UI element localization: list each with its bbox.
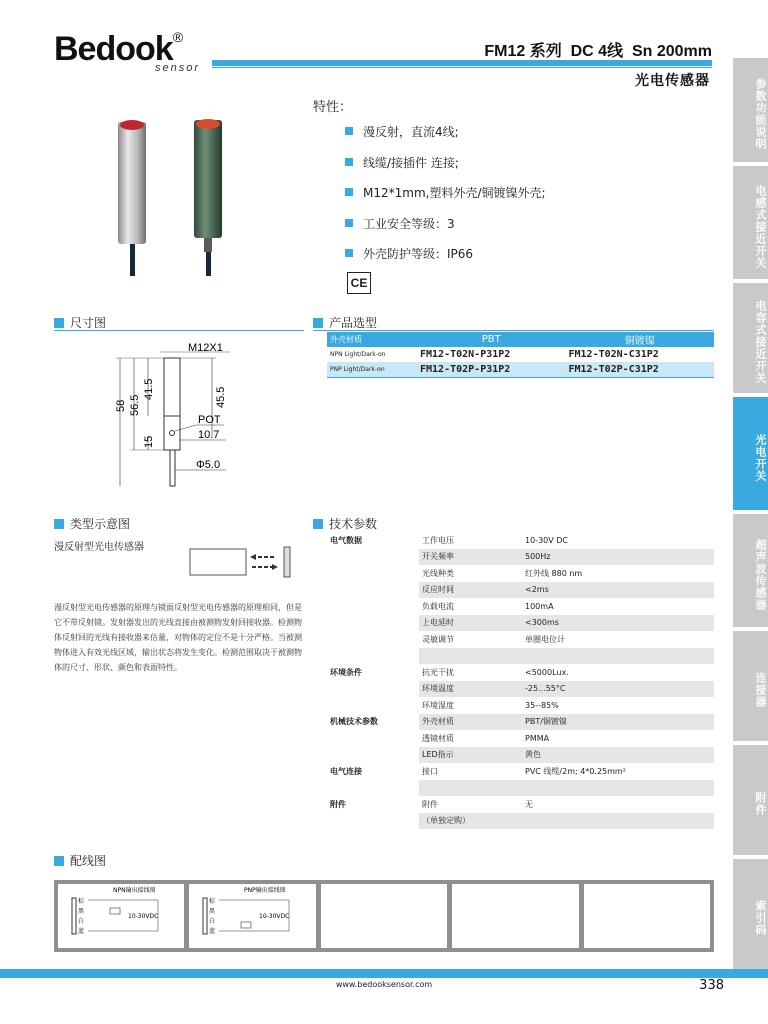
registered-mark: ® <box>172 28 183 45</box>
section-marker-icon <box>313 519 323 529</box>
spec-category: 电气连接 <box>327 763 419 780</box>
spec-key: 开关频率 <box>419 549 522 566</box>
spec-value <box>522 813 714 830</box>
section-tech-params <box>313 515 714 531</box>
side-tab-capacitive[interactable] <box>733 283 768 393</box>
spec-category <box>327 565 419 582</box>
model-code: FM12-T02N-C31P2 <box>568 349 659 360</box>
table-row <box>327 681 714 698</box>
output-type: NPN Light/Dark-on <box>330 351 386 358</box>
section-marker-icon <box>313 318 323 328</box>
model-code: FM12-T02N-P31P2 <box>420 349 511 360</box>
features-title: 特性： <box>313 100 353 115</box>
side-tab-index[interactable] <box>733 859 768 969</box>
bullet-square-icon <box>345 249 353 257</box>
dim-thread: M12X1 <box>188 342 223 354</box>
spec-category <box>327 615 419 632</box>
spec-category: 环境条件 <box>327 664 419 681</box>
table-row <box>327 714 714 731</box>
dim-thread-length: 41.5 <box>143 378 155 400</box>
table-row <box>327 763 714 780</box>
table-row <box>327 730 714 747</box>
brand-subtitle: sensor <box>155 62 201 74</box>
wire-label: 黑 <box>78 908 85 915</box>
spec-key: 灵敏调节 <box>422 634 454 644</box>
table-row <box>327 532 714 549</box>
output-type: PNP Light/Dark-on <box>327 362 417 377</box>
selection-table <box>327 332 714 378</box>
spec-category <box>327 747 419 764</box>
feature-item <box>345 154 546 185</box>
wire-label: 黑 <box>209 908 216 915</box>
header-divider-thin <box>212 67 712 68</box>
spec-value: <300ms <box>522 615 714 632</box>
side-tab-label: 电容式接近开关 <box>754 300 767 384</box>
product-photo <box>110 112 240 277</box>
feature-item <box>345 245 546 276</box>
side-tab-inductive[interactable] <box>733 166 768 279</box>
spec-key: 接口 <box>422 766 438 776</box>
spec-category <box>327 730 419 747</box>
spec-key: 抗光干扰 <box>422 667 454 677</box>
side-tab-connector[interactable] <box>733 631 768 741</box>
spec-key: 反应时间 <box>419 582 522 599</box>
spec-table <box>327 532 714 829</box>
spec-category <box>327 813 419 830</box>
dim-pot: 10.7 <box>198 429 220 441</box>
feature-text: M12*1mm,塑料外壳/铜镀镍外壳; <box>363 186 546 200</box>
spec-value: 单圈电位计 <box>525 634 565 644</box>
page-title: FM12 系列 DC 4线 Sn 200mm <box>484 43 712 60</box>
spec-key: 负载电流 <box>422 601 454 611</box>
type-subtitle: 漫反射型光电传感器 <box>54 542 144 553</box>
page-subtitle: 光电传感器 <box>635 73 710 89</box>
wire-label: 蓝 <box>78 928 85 935</box>
section-marker-icon <box>54 856 64 866</box>
table-row <box>327 347 714 362</box>
spec-value: 100mA <box>525 601 554 611</box>
section-selection <box>313 314 714 330</box>
table-row <box>327 549 714 566</box>
spec-key <box>419 780 522 797</box>
wire-label: 白 <box>78 918 85 925</box>
feature-text: 漫反射，直流4线; <box>363 125 459 139</box>
spec-key: 环境温度 <box>419 681 522 698</box>
spec-value: 35--85% <box>525 700 559 710</box>
features-list <box>345 123 546 276</box>
side-tab-accessories[interactable] <box>733 745 768 855</box>
side-tab-label: 电感式接近开关 <box>754 184 767 269</box>
voltage-label: 10-30VDC <box>259 913 290 920</box>
wiring-title: NPN输出接线图 <box>113 887 156 894</box>
section-title: 尺寸图 <box>70 316 107 330</box>
wiring-npn <box>58 884 184 948</box>
wiring-empty <box>452 884 578 948</box>
header-cell: 铜镀镍 <box>566 332 715 347</box>
type-description: 漫反射型光电传感器的原理与镜面反射型光电传感器的原理相同，但是它不带反射镜。发射器发出的光线直接由被测物发射回接收器。检测物体反射回的光线有接收器来估量，对物体的定位不是十分严格。当被测物体进入有效光线区域，输出状态将发生变化。检测范围取决于被测物体的尺寸、形状、颜色和表面特性。 <box>54 603 302 672</box>
spec-category: 电气数据 <box>327 532 419 549</box>
spec-key: 外壳材质 <box>419 714 522 731</box>
wiring-pnp <box>189 884 315 948</box>
spec-value <box>522 648 714 665</box>
table-row <box>327 780 714 797</box>
spec-category <box>327 549 419 566</box>
table-header-row <box>327 332 714 347</box>
spec-key: 透镜材质 <box>422 733 454 743</box>
model-code: FM12-T02P-C31P2 <box>566 362 715 377</box>
spec-value: 500Hz <box>522 549 714 566</box>
bullet-square-icon <box>345 219 353 227</box>
table-row <box>327 631 714 648</box>
spec-category <box>327 631 419 648</box>
table-row <box>327 697 714 714</box>
spec-category <box>327 598 419 615</box>
header-cell: 外壳材质 <box>327 332 417 347</box>
wire-label: 棕 <box>78 898 85 905</box>
table-row <box>327 747 714 764</box>
dim-body-length: 56.5 <box>129 394 141 416</box>
side-tab-label: 光电开关 <box>754 433 767 482</box>
feature-item <box>345 184 546 215</box>
wiring-title: PNP输出接线图 <box>244 887 287 894</box>
pot-label: POT <box>198 414 221 426</box>
dim-cable-diameter: Φ5.0 <box>196 459 221 471</box>
spec-value: PVC 线缆/2m; 4*0.25mm² <box>525 766 626 776</box>
section-title: 技术参数 <box>329 517 378 531</box>
side-tab-params[interactable] <box>733 58 768 162</box>
wiring-panel <box>54 880 714 952</box>
table-row <box>327 796 714 813</box>
bullet-square-icon <box>345 158 353 166</box>
section-dimensions <box>54 314 304 330</box>
section-line <box>54 330 304 331</box>
sensor-metal <box>118 120 146 276</box>
section-marker-icon <box>54 318 64 328</box>
feature-text: 线缆/接插件 连接; <box>363 155 459 170</box>
table-row <box>327 615 714 632</box>
side-nav <box>733 58 768 973</box>
dimension-drawing <box>100 340 280 490</box>
spec-category <box>327 780 419 797</box>
dim-right-length: 45.5 <box>215 386 227 408</box>
section-marker-icon <box>54 519 64 529</box>
spec-key: （单独定购） <box>419 813 522 830</box>
side-tab-ultrasonic[interactable] <box>733 514 768 627</box>
section-line <box>313 330 714 331</box>
brand-name: Bedook <box>54 30 173 68</box>
spec-key: 工作电压 <box>422 535 454 545</box>
feature-text: 外壳防护等级：IP66 <box>363 247 474 261</box>
sensor-plastic <box>194 119 222 276</box>
wire-label: 棕 <box>209 898 216 905</box>
voltage-label: 10-30VDC <box>128 913 159 920</box>
section-type-diagram <box>54 515 304 531</box>
spec-value: 黄色 <box>522 747 714 764</box>
table-row <box>327 813 714 830</box>
spec-key: 附件 <box>422 799 438 809</box>
table-row <box>327 664 714 681</box>
header-divider <box>212 60 712 66</box>
dim-total-length: 58 <box>115 399 127 412</box>
feature-text: 工业安全等级：3 <box>363 216 455 231</box>
table-row <box>327 582 714 599</box>
spec-value: 红外线 880 nm <box>525 568 583 578</box>
wire-label: 白 <box>209 918 216 925</box>
header-cell: PBT <box>417 332 566 347</box>
spec-key: 上电延时 <box>419 615 522 632</box>
section-title: 配线图 <box>70 854 107 868</box>
section-wiring <box>54 852 714 868</box>
spec-category <box>327 582 419 599</box>
spec-value: <5000Lux. <box>525 667 569 677</box>
table-row <box>327 598 714 615</box>
footer-bar <box>0 969 768 978</box>
ce-mark: CE <box>347 272 371 294</box>
section-title: 类型示意图 <box>70 517 131 531</box>
spec-value: -25...55°C <box>522 681 714 698</box>
spec-category <box>327 681 419 698</box>
spec-value: PBT/铜镀镍 <box>522 714 714 731</box>
wiring-empty <box>321 884 447 948</box>
wiring-empty <box>584 884 710 948</box>
spec-category: 机械技术参数 <box>327 714 419 731</box>
side-tab-label: 连接器 <box>754 672 767 708</box>
wire-label: 蓝 <box>209 928 216 935</box>
spec-value <box>522 780 714 797</box>
spec-category: 附件 <box>327 796 419 813</box>
side-tab-label: 参数功能说明 <box>754 78 767 150</box>
footer-url[interactable]: www.bedooksensor.com <box>335 980 433 989</box>
model-code: FM12-T02P-P31P2 <box>417 362 566 377</box>
table-row <box>327 648 714 665</box>
table-row <box>327 362 714 377</box>
diffuse-reflection-diagram <box>188 545 293 579</box>
side-tab-photoelectric[interactable] <box>733 397 768 510</box>
feature-item <box>345 123 546 154</box>
spec-value: <2ms <box>522 582 714 599</box>
bullet-square-icon <box>345 188 353 196</box>
table-row <box>327 565 714 582</box>
page-number: 338 <box>699 978 724 993</box>
spec-key: 光线种类 <box>422 568 454 578</box>
spec-key: 环境湿度 <box>422 700 454 710</box>
side-tab-label: 索引码 <box>754 900 767 936</box>
spec-value: PMMA <box>525 733 550 743</box>
side-tab-label: 附件 <box>754 792 767 816</box>
spec-key: LED指示 <box>419 747 522 764</box>
bullet-square-icon <box>345 127 353 135</box>
spec-value: 10-30V DC <box>525 535 569 545</box>
section-title: 产品选型 <box>329 316 378 330</box>
dim-bottom-length: 15 <box>143 435 155 448</box>
feature-item <box>345 215 546 246</box>
spec-key <box>419 648 522 665</box>
spec-category <box>327 648 419 665</box>
spec-category <box>327 697 419 714</box>
spec-value: 无 <box>525 799 533 809</box>
side-tab-label: 超声波传感器 <box>754 538 767 611</box>
